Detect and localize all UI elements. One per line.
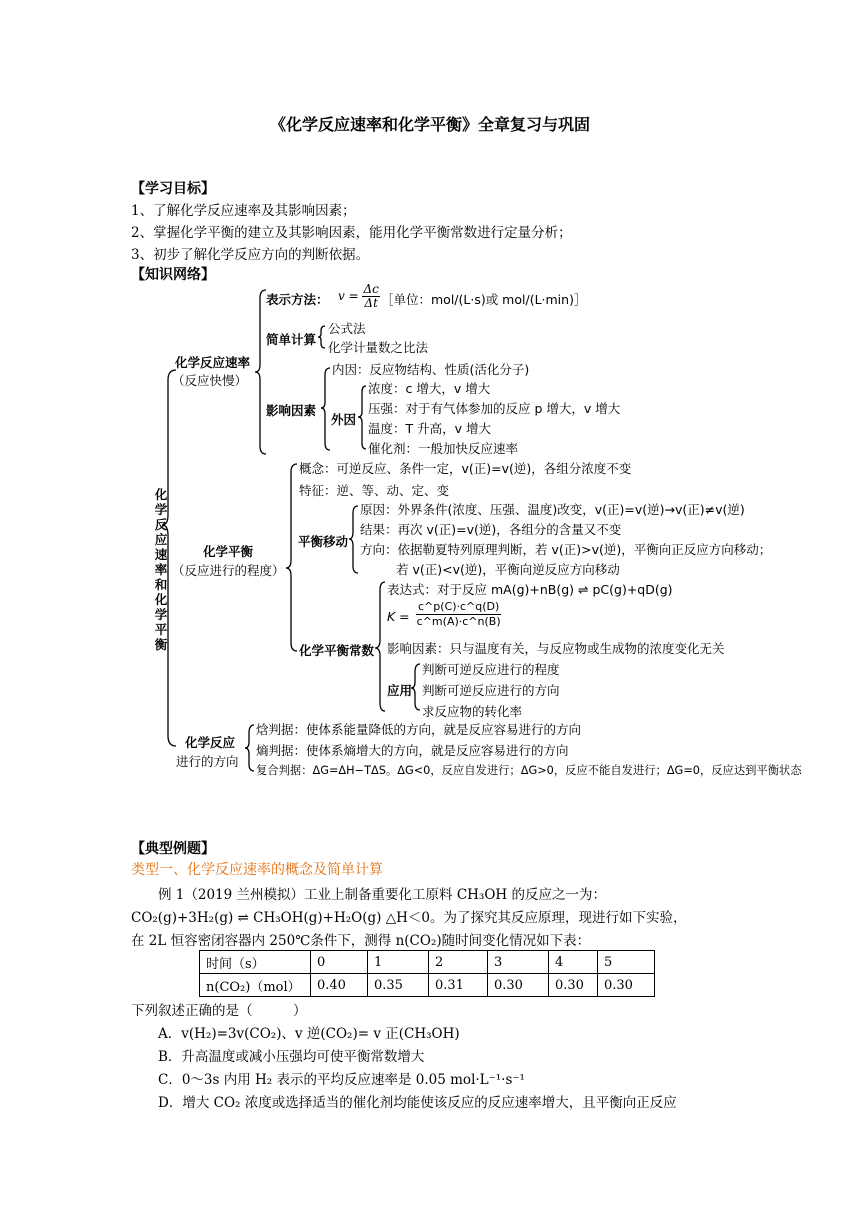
eq-feature: 特征：逆、等、动、定、变 <box>299 483 450 498</box>
rate-inner: 内因：反应物结构、性质(活化分子) <box>332 362 530 377</box>
eq-const-numerator: c^p(C)·c^q(D) <box>418 600 500 613</box>
goal-item: 1、了解化学反应速率及其影响因素； <box>131 203 356 219</box>
rate-outer-item: 催化剂：一般加快反应速率 <box>368 441 519 456</box>
rate-outer-item: 浓度：c 增大，v 增大 <box>368 381 491 396</box>
eq-shift-item: 原因：外界条件(浓度、压强、温度)改变，v(正)=v(逆)→v(正)≠v(逆) <box>360 502 745 517</box>
eq-const-label: 化学平衡常数 <box>299 643 375 658</box>
table-cell: 0.30 <box>598 974 655 997</box>
eq-concept: 概念：可逆反应、条件一定，v(正)=v(逆)，各组分浓度不变 <box>299 461 632 476</box>
dir-item: 焓判据：使体系能量降低的方向，就是反应容易进行的方向 <box>256 722 582 737</box>
eq-shift-item: 若 v(正)<v(逆)，平衡向逆反应方向移动 <box>396 562 620 577</box>
eq-shift-label: 平衡移动 <box>298 534 349 549</box>
eq-app-item: 求反应物的转化率 <box>422 704 523 719</box>
table-cell: 时间（s） <box>200 951 311 974</box>
question-stem: 下列叙述正确的是（ ） <box>131 1003 307 1019</box>
rate-factor-label: 影响因素 <box>266 403 317 418</box>
option-d: D．增大 CO₂ 浓度或选择适当的催化剂均能使该反应的反应速率增大，且平衡向正反应 <box>158 1095 677 1111</box>
network-heading: 【知识网络】 <box>131 267 215 283</box>
eq-app-item: 判断可逆反应进行的程度 <box>422 662 560 677</box>
rate-outer-item: 温度：T 升高，v 增大 <box>368 421 491 436</box>
table-cell: n(CO₂)（mol） <box>200 974 311 997</box>
table-cell: 3 <box>488 951 549 974</box>
eq-const-factor: 影响因素：只与温度有关，与反应物或生成物的浓度变化无关 <box>387 641 725 656</box>
table-cell: 0.40 <box>311 974 368 997</box>
examples-heading: 【典型例题】 <box>131 841 215 857</box>
goals-heading: 【学习目标】 <box>131 181 215 197</box>
eq-const-fraction <box>416 600 501 629</box>
ex1-line: 在 2L 恒容密闭容器内 250℃条件下，测得 n(CO₂)随时间变化情况如下表： <box>131 933 591 949</box>
dir-item: 熵判据：使体系熵增大的方向，就是反应容易进行的方向 <box>256 743 569 758</box>
eq-title: 化学平衡 <box>203 544 254 559</box>
rate-expr-unit: ［单位：mol/(L·s)或 mol/(L·min)］ <box>381 292 587 307</box>
dir-subtitle: 进行的方向 <box>176 754 239 769</box>
ex1-line: 例 1（2019 兰州模拟）工业上制备重要化工原料 CH₃OH 的反应之一为： <box>158 887 606 903</box>
eq-const-k: K = <box>387 609 410 624</box>
rate-calc-label: 简单计算 <box>266 332 317 347</box>
dir-title: 化学反应 <box>185 735 236 750</box>
eq-subtitle: （反应进行的程度） <box>172 563 285 578</box>
table-row <box>200 951 655 974</box>
rate-title: 化学反应速率 <box>175 355 251 370</box>
table-cell: 5 <box>598 951 655 974</box>
eq-app-label: 应用 <box>387 683 413 698</box>
dir-item: 复合判据：ΔG=ΔH−TΔS。ΔG<0，反应自发进行；ΔG>0，反应不能自发进行；ΔG=0，反应达到平衡状态 <box>256 764 802 777</box>
rate-outer-label: 外因 <box>331 412 357 427</box>
goal-item: 2、掌握化学平衡的建立及其影响因素，能用化学平衡常数进行定量分析； <box>131 225 572 241</box>
table-row <box>200 974 655 997</box>
rate-expr-label: 表示方法： <box>266 292 329 307</box>
table-cell: 1 <box>368 951 429 974</box>
map-root-label: 化学反应速率和化学平衡 <box>154 487 168 652</box>
table-cell: 0.31 <box>429 974 488 997</box>
option-a: A．v(H₂)=3v(CO₂)、v 逆(CO₂)= v 正(CH₃OH) <box>158 1026 460 1042</box>
option-b: B．升高温度或减小压强均可使平衡常数增大 <box>158 1049 425 1065</box>
page-title: 《化学反应速率和化学平衡》全章复习与巩固 <box>269 115 590 134</box>
table-cell: 0.30 <box>488 974 549 997</box>
eq-const-expr: 表达式：对于反应 mA(g)+nB(g) ⇌ pC(g)+qD(g) <box>387 582 673 597</box>
eq-shift-item: 方向：依据勒夏特列原理判断，若 v(正)>v(逆)，平衡向正反应方向移动； <box>360 542 772 557</box>
eq-const-denominator: c^m(A)·c^n(B) <box>416 615 501 628</box>
ex1-line: CO₂(g)+3H₂(g) ⇌ CH₃OH(g)+H₂O(g) △H＜0。为了探究其反应原理，现进行如下实验， <box>131 910 687 926</box>
table-cell: 2 <box>429 951 488 974</box>
table-cell: 0.35 <box>368 974 429 997</box>
rate-subtitle: （反应快慢） <box>172 373 248 388</box>
goal-item: 3、初步了解化学反应方向的判断依据。 <box>131 247 370 263</box>
eq-app-item: 判断可逆反应进行的方向 <box>422 683 560 698</box>
option-c: C．0～3s 内用 H₂ 表示的平均反应速率是 0.05 mol·L⁻¹·s⁻¹ <box>158 1072 525 1088</box>
table-cell: 0 <box>311 951 368 974</box>
eq-shift-item: 结果：再次 v(正)=v(逆)，各组分的含量又不变 <box>360 522 622 537</box>
table-cell: 4 <box>549 951 598 974</box>
co2-table <box>199 950 655 997</box>
rate-calc-item: 化学计量数之比法 <box>328 340 429 355</box>
rate-formula: v = $\frac{\Delta c}{\Delta t}$ <box>338 282 379 310</box>
type1-heading: 类型一、化学反应速率的概念及简单计算 <box>131 862 383 878</box>
rate-calc-item: 公式法 <box>328 321 366 336</box>
table-cell: 0.30 <box>549 974 598 997</box>
rate-outer-item: 压强：对于有气体参加的反应 p 增大，v 增大 <box>368 401 621 416</box>
